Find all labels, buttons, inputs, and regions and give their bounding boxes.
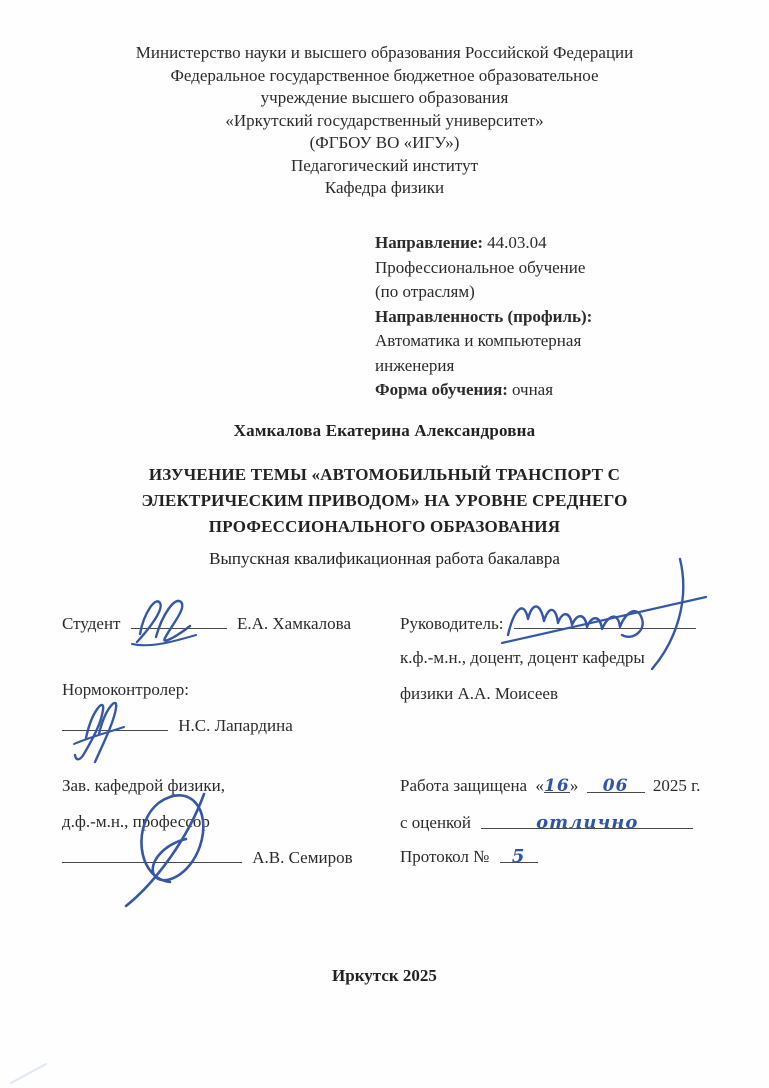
defense-day-handwritten: 16 <box>544 776 570 796</box>
ministry-line: Министерство науки и высшего образования Российской Федерации <box>135 43 634 62</box>
protocol-number-handwritten: 5 <box>511 846 526 867</box>
title-line-1: ИЗУЧЕНИЕ ТЕМЫ «АВТОМОБИЛЬНЫЙ ТРАНСПОРТ С <box>148 465 621 484</box>
defense-date-line <box>400 776 700 796</box>
dept-head-sign-line <box>62 846 353 868</box>
student-line <box>62 612 351 634</box>
dept-head-name: А.В. Семиров <box>252 848 353 868</box>
stray-ink-mark <box>8 1060 50 1086</box>
defense-label: Работа защищена <box>400 776 528 795</box>
institution-header <box>0 42 769 200</box>
program-block <box>375 231 715 403</box>
profile-line1: Автоматика и компьютерная <box>375 331 582 350</box>
normcontrol-name: Н.С. Лапардина <box>178 716 293 736</box>
student-signature-line <box>131 612 227 629</box>
thesis-title <box>0 462 769 540</box>
grade-label: с оценкой <box>400 813 472 832</box>
protocol-number-line <box>500 846 538 867</box>
study-form-value: очная <box>511 380 554 399</box>
defense-year: 2025 г. <box>652 776 701 795</box>
supervisor-signature-line <box>514 612 696 629</box>
study-form-label: Форма обучения: <box>375 380 508 399</box>
grade-handwritten: отлично <box>536 812 639 833</box>
supervisor-degree-line: к.ф.-м.н., доцент, доцент кафедры <box>400 648 645 667</box>
profile-line2: инженерия <box>375 355 455 375</box>
university-abbr: (ФГБОУ ВО «ИГУ») <box>309 133 460 152</box>
title-line-2: ЭЛЕКТРИЧЕСКИМ ПРИВОДОМ» НА УРОВНЕ СРЕДНЕГО <box>141 491 628 510</box>
close-quote: » <box>569 776 579 795</box>
institution-line-1: Федеральное государственное бюджетное образовательное <box>170 65 599 85</box>
grade-value-line <box>481 812 693 833</box>
city-year-footer: Иркутск 2025 <box>332 966 437 985</box>
work-type-subtitle: Выпускная квалификационная работа бакалавра <box>209 549 560 568</box>
institution-line-2: учреждение высшего образования <box>260 88 509 107</box>
open-quote: « <box>535 776 544 795</box>
defense-day-line <box>544 776 570 796</box>
direction-name-line1: Профессиональное обучение <box>375 257 586 277</box>
normcontrol-label: Нормоконтролер: <box>62 680 189 699</box>
protocol-label: Протокол № <box>400 847 490 866</box>
institute-name: Педагогический институт <box>290 155 479 175</box>
normcontrol-signature-line <box>62 714 168 731</box>
title-line-3: ПРОФЕССИОНАЛЬНОГО ОБРАЗОВАНИЯ <box>208 517 561 536</box>
dept-head-title-line2: д.ф.-м.н., профессор <box>62 812 210 831</box>
author-name: Хамкалова Екатерина Александровна <box>233 421 536 440</box>
supervisor-line <box>400 612 696 634</box>
defense-month-handwritten: 06 <box>602 776 629 796</box>
student-label: Студент <box>62 614 121 634</box>
grade-line <box>400 812 693 833</box>
protocol-line <box>400 846 538 867</box>
dept-head-title-line1: Зав. кафедрой физики, <box>62 776 226 795</box>
student-name: Е.А. Хамкалова <box>236 614 352 634</box>
profile-label: Направленность (профиль): <box>375 306 593 326</box>
direction-line <box>375 231 715 256</box>
direction-name-line2: (по отраслям) <box>375 282 475 301</box>
department-name: Кафедра физики <box>324 178 445 197</box>
direction-code: 44.03.04 <box>487 233 547 252</box>
direction-label: Направление: <box>375 233 484 252</box>
study-form-line <box>375 378 715 403</box>
normcontrol-line <box>62 714 293 736</box>
university-name: «Иркутский государственный университет» <box>225 110 544 130</box>
dept-head-signature-line <box>62 846 242 863</box>
supervisor-name-line: физики А.А. Моисеев <box>400 684 558 703</box>
defense-month-line <box>587 776 645 796</box>
supervisor-label: Руководитель: <box>400 614 504 634</box>
